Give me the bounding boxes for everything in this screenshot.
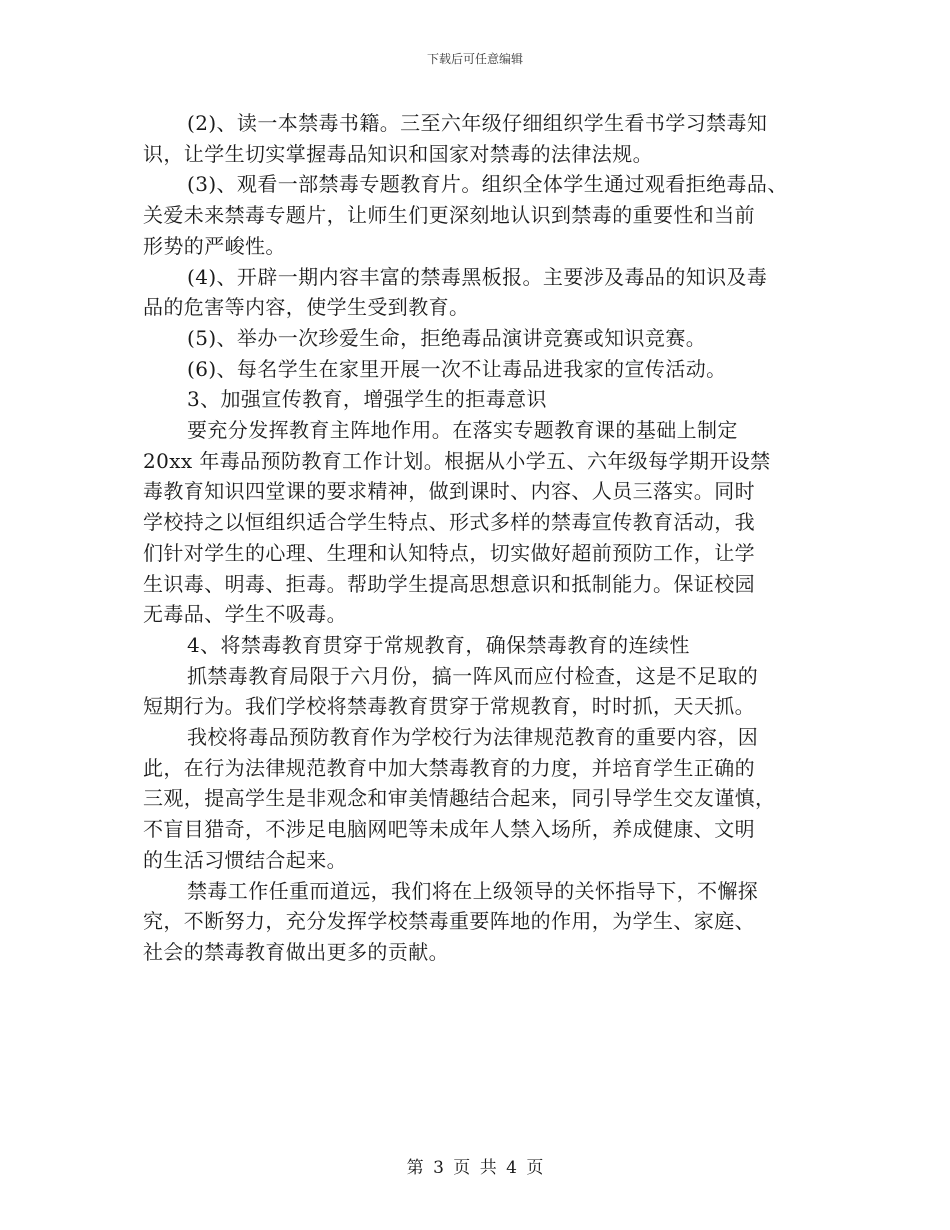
text-line: 的生活习惯结合起来。: [143, 847, 347, 872]
text-line: 无毒品、学生不吸毒。: [143, 602, 347, 627]
text-line: (3)、观看一部禁毒专题教育片。组织全体学生通过观看拒绝毒品、: [187, 172, 788, 197]
text-line: 品的危害等内容，使学生受到教育。: [143, 295, 470, 320]
text-line: 识，让学生切实掌握毒品知识和国家对禁毒的法律法规。: [143, 141, 653, 166]
text-line: 社会的禁毒教育做出更多的贡献。: [143, 939, 449, 964]
text-line: 们针对学生的心理、生理和认知特点，切实做好超前预防工作，让学: [143, 540, 755, 565]
text-line: (6)、每名学生在家里开展一次不让毒品进我家的宣传活动。: [187, 356, 727, 381]
text-line: 形势的严峻性。: [143, 233, 286, 258]
text-line: 20xx 年毒品预防教育工作计划。根据从小学五、六年级每学期开设禁: [143, 448, 771, 473]
text-line: 不盲目猎奇，不涉足电脑网吧等未成年人禁入场所，养成健康、文明: [143, 817, 755, 842]
page-footer: 第 3 页 共 4 页: [406, 1158, 544, 1178]
text-line: 4、将禁毒教育贯穿于常规教育，确保禁毒教育的连续性: [187, 632, 690, 657]
text-line: 究，不断努力，充分发挥学校禁毒重要阵地的作用，为学生、家庭、: [143, 909, 755, 934]
text-line: 短期行为。我们学校将禁毒教育贯穿于常规教育，时时抓，天天抓。: [143, 694, 755, 719]
text-line: 抓禁毒教育局限于六月份，搞一阵风而应付检查，这是不足取的: [187, 663, 759, 688]
text-line: (4)、开辟一期内容丰富的禁毒黑板报。主要涉及毒品的知识及毒: [187, 264, 768, 289]
text-line: (2)、读一本禁毒书籍。三至六年级仔细组织学生看书学习禁毒知: [187, 111, 768, 135]
text-line: 三观，提高学生是非观念和审美情趣结合起来，同引导学生交友谨慎，: [143, 786, 776, 811]
page-header: 下载后可任意编辑: [426, 52, 523, 66]
text-line: 学校持之以恒组织适合学生特点、形式多样的禁毒宣传教育活动，我: [143, 510, 755, 535]
text-line: 禁毒工作任重而道远，我们将在上级领导的关怀指导下，不懈探: [187, 878, 759, 903]
text-line: 关爱未来禁毒专题片，让师生们更深刻地认识到禁毒的重要性和当前: [143, 203, 755, 228]
text-line: 此，在行为法律规范教育中加大禁毒教育的力度，并培育学生正确的: [143, 755, 755, 780]
text-line: 生识毒、明毒、拒毒。帮助学生提高思想意识和抵制能力。保证校园: [143, 571, 755, 596]
text-line: 毒教育知识四堂课的要求精神，做到课时、内容、人员三落实。同时: [143, 479, 755, 504]
text-line: 要充分发挥教育主阵地作用。在落实专题教育课的基础上制定: [187, 418, 738, 443]
text-line: 3、加强宣传教育，增强学生的拒毒意识: [187, 387, 547, 412]
text-line: 我校将毒品预防教育作为学校行为法律规范教育的重要内容，因: [187, 725, 759, 750]
text-line: (5)、举办一次珍爱生命，拒绝毒品演讲竞赛或知识竞赛。: [187, 325, 707, 350]
document-body: [143, 108, 813, 968]
